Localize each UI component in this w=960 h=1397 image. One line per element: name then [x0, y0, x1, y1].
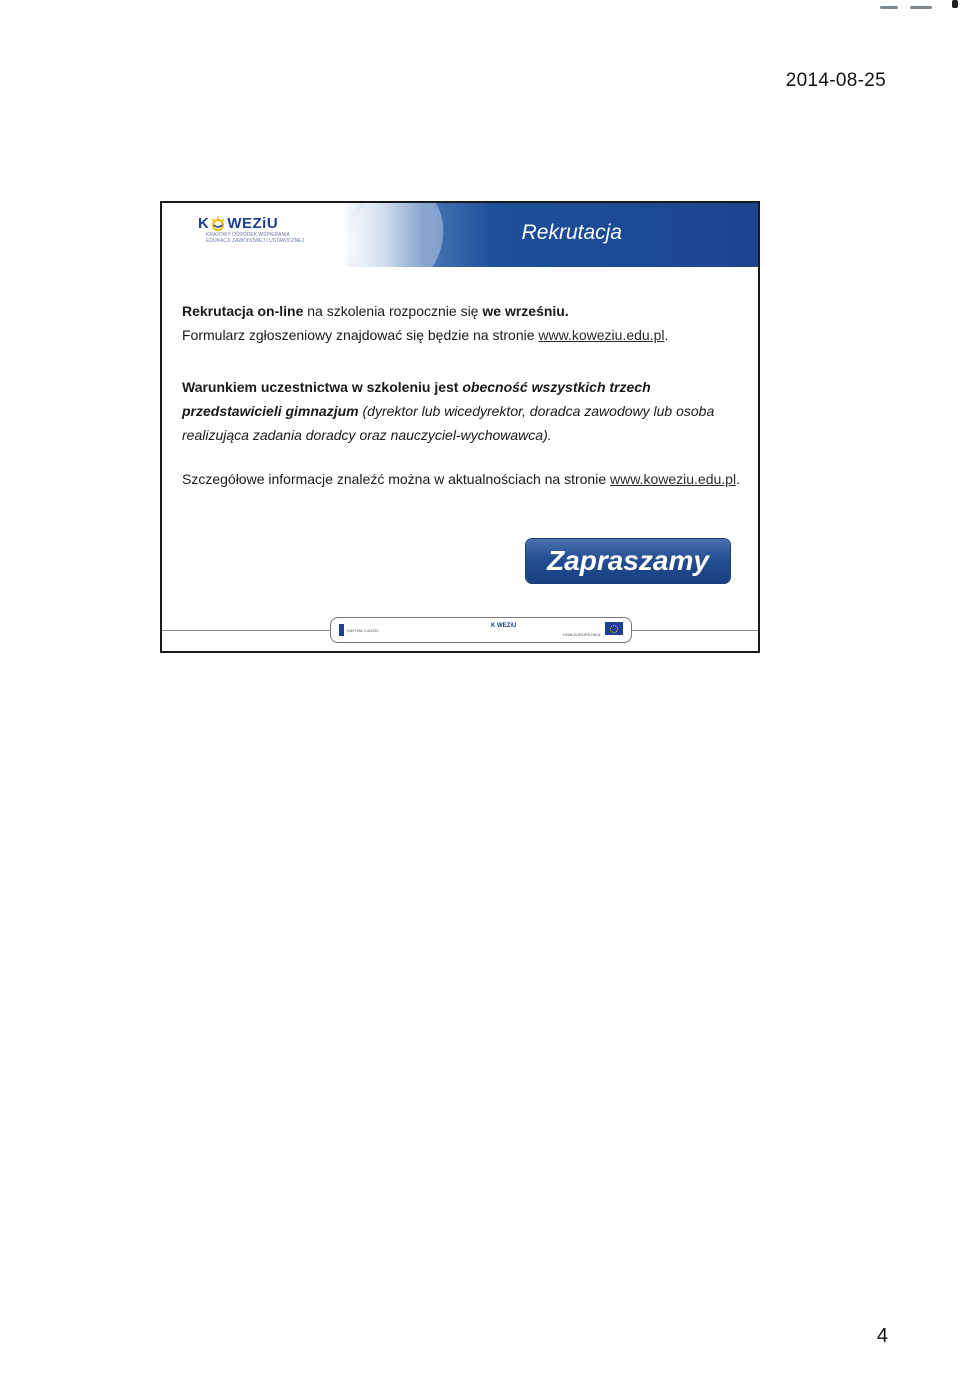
logo-subtitle-2: EDUKACJI ZAWODOWEJ I USTAWICZNEJ	[206, 238, 305, 244]
logo-subtitle-1: KRAJOWY OŚRODEK WSPIERANIA	[206, 232, 290, 238]
eu-flag-icon	[605, 622, 623, 635]
footer-logos-bar	[330, 617, 632, 643]
paragraph-conditions	[182, 375, 742, 447]
koweziu-logo	[198, 215, 308, 259]
koweziu-link-2[interactable]: www.koweziu.edu.pl	[610, 471, 737, 487]
koweziu-footer-logo: K WEZiU	[491, 623, 517, 629]
details-text: Szczegółowe informacje znaleźć można w aktualnościach na stronie	[182, 471, 610, 487]
logo-text-left: K	[198, 215, 210, 232]
form-text-end: .	[664, 327, 669, 343]
page-number: 4	[876, 1325, 888, 1347]
scan-mark	[952, 0, 958, 8]
koweziu-link[interactable]: www.koweziu.edu.pl	[538, 327, 665, 343]
zapraszamy-button[interactable]: Zapraszamy	[526, 539, 730, 583]
details-text-end: .	[736, 471, 740, 487]
conditions-bold-italic-text: obecność wszystkich trzech przedstawicieli gimnazjum	[182, 379, 651, 419]
kapital-ludzki-label: KAPITAŁ LUDZKI	[347, 627, 379, 633]
scan-mark	[880, 6, 898, 9]
conditions-bold-text: Warunkiem uczestnictwa w szkoleniu jest	[182, 379, 463, 395]
paragraph-details	[182, 467, 742, 491]
conditions-italic-text: (dyrektor lub wicedyrektor, doradca zawodowy lub osoba realizująca zadania doradcy oraz nauczyciel-wychowawca).	[182, 403, 715, 443]
form-text: Formularz zgłoszeniowy znajdować się będzie na stronie	[182, 327, 539, 343]
slide-content	[182, 299, 742, 491]
slide-title: Rekrutacja	[521, 221, 622, 244]
logo-text-right: WEZiU	[227, 215, 279, 232]
scan-mark	[910, 6, 932, 9]
sun-icon	[210, 216, 226, 232]
recruitment-text: na szkolenia rozpocznie się	[303, 303, 483, 319]
paragraph-recruitment	[182, 299, 742, 347]
recruitment-online-text: Rekrutacja on-line	[182, 303, 304, 319]
eu-label-text: UNIA EUROPEJSKA	[563, 632, 601, 637]
header-swoosh	[336, 201, 458, 305]
recruitment-month-text: we wrześniu.	[482, 303, 569, 319]
kapital-ludzki-logo	[339, 623, 379, 637]
eu-label	[563, 623, 600, 637]
slide	[160, 201, 760, 653]
kapital-ludzki-icon	[339, 624, 344, 636]
document-date: 2014-08-25	[785, 70, 886, 91]
